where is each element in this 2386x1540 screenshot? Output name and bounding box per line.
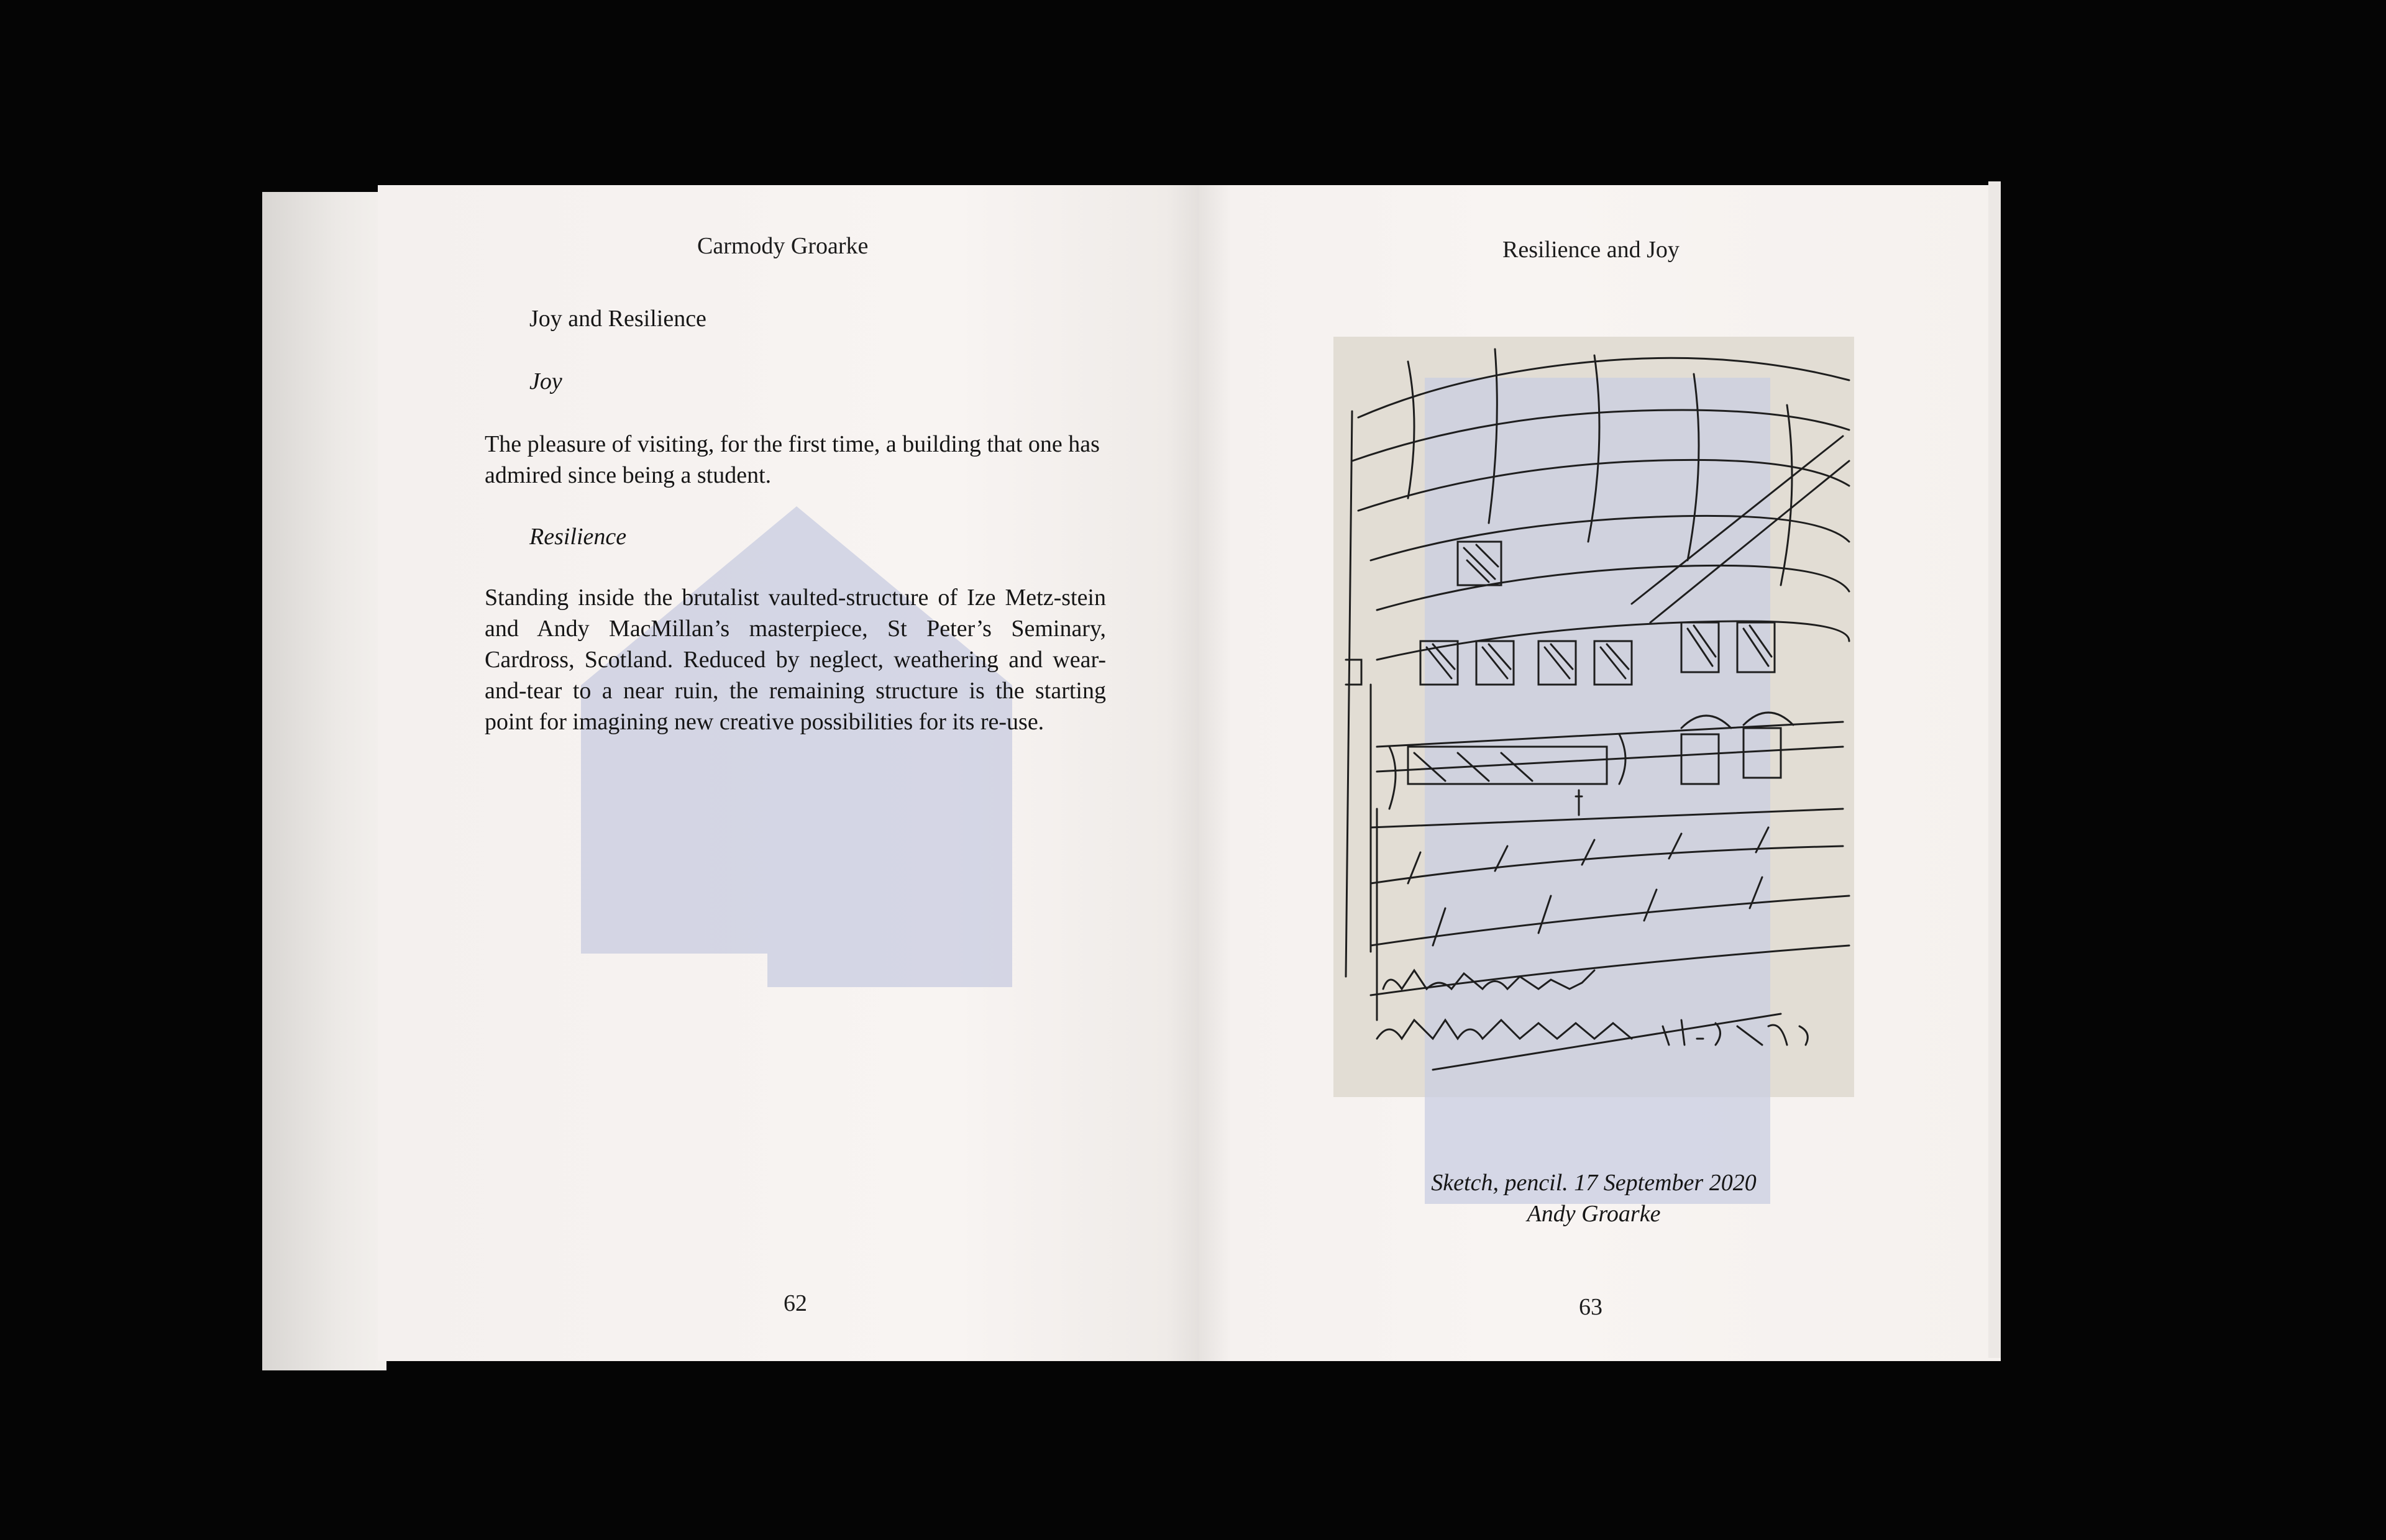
right-running-head: Resilience and Joy (1502, 237, 1680, 263)
subheading-joy: Joy (529, 368, 562, 394)
left-running-head: Carmody Groarke (697, 233, 869, 259)
paragraph-resilience: Standing inside the brutalist vaulted-structure of Ize Metz-stein and Andy MacMillan’s masterpiece, St Peter’s Seminary, Cardross, Scotland. Reduced by neglect, weathering and wear-and-tear to a near ruin, the remaining structure is the starting point for imagining new creative possibilities for its re-use. (485, 585, 1106, 735)
sketch-caption-line2: Andy Groarke (1527, 1201, 1661, 1227)
subheading-resilience: Resilience (529, 524, 627, 550)
seminary-sketch-image (1333, 337, 1854, 1097)
house-shape-overlay (581, 506, 1012, 987)
sketch-caption-line1: Sketch, pencil. 17 September 2020 (1431, 1170, 1757, 1196)
right-page-edge (1988, 181, 2001, 1358)
page-block-edge (262, 192, 386, 1370)
right-folio: 63 (1579, 1294, 1602, 1320)
section-heading: Joy and Resilience (529, 306, 706, 332)
left-folio: 62 (784, 1290, 807, 1316)
paragraph-joy: The pleasure of visiting, for the first time, a building that one has admired since being a student. (485, 431, 1100, 488)
